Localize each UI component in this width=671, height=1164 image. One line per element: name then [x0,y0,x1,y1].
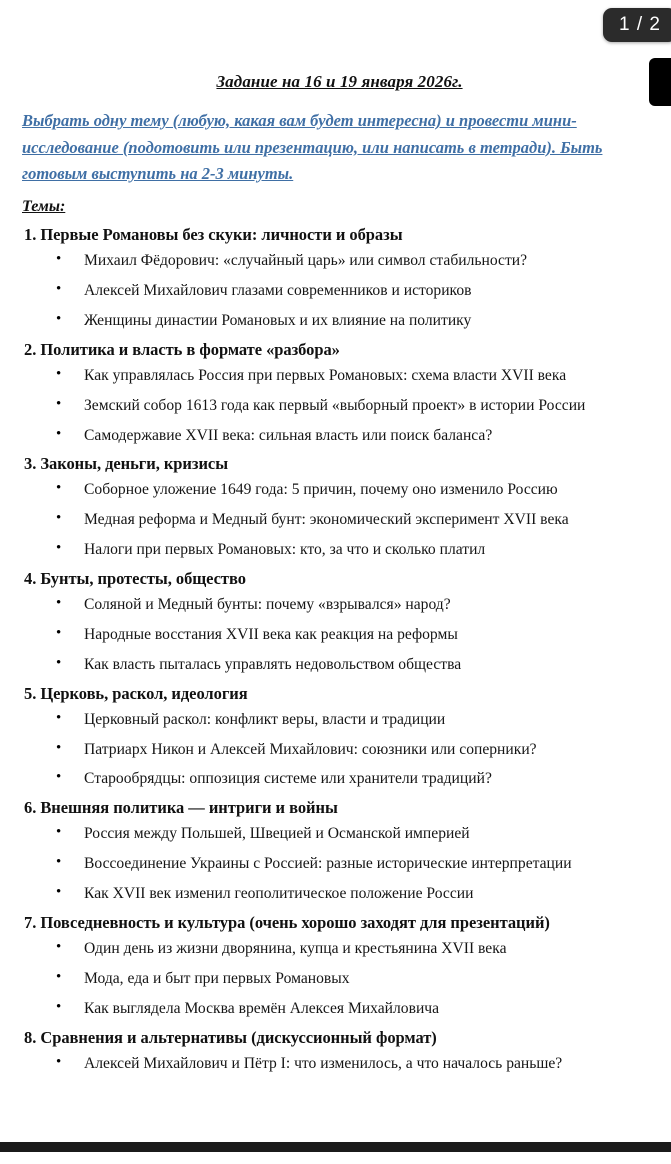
theme-section [22,684,657,790]
themes-sections [22,225,657,1073]
theme-bullet-item: • Церковный раскол: конфликт веры, власти и традиции [22,710,657,730]
theme-bullet-item: • Как выглядела Москва времён Алексея Михайловича [22,999,657,1019]
theme-bullet-list [22,480,657,560]
theme-bullet-item: • Михаил Фёдорович: «случайный царь» или символ стабильности? [22,251,657,271]
theme-bullet-item: • Алексей Михайлович глазами современников и историков [22,281,657,301]
theme-bullet-item: • Мода, еда и быт при первых Романовых [22,969,657,989]
theme-bullet-item: • Алексей Михайлович и Пётр I: что изменилось, а что началось раньше? [22,1054,657,1074]
theme-bullet-item: • Соборное уложение 1649 года: 5 причин, почему оно изменило Россию [22,480,657,500]
theme-bullet-list [22,251,657,331]
theme-bullet-item: • Налоги при первых Романовых: кто, за что и сколько платил [22,540,657,560]
theme-bullet-item: • Россия между Польшей, Швецией и Османской империей [22,824,657,844]
theme-bullet-list [22,824,657,904]
theme-bullet-item: • Один день из жизни дворянина, купца и крестьянина XVII века [22,939,657,959]
theme-bullet-list [22,939,657,1019]
theme-section [22,569,657,675]
theme-bullet-item: • Земский собор 1613 года как первый «выборный проект» в истории России [22,396,657,416]
theme-section-heading: 1. Первые Романовы без скуки: личности и образы [24,225,403,245]
theme-section [22,225,657,331]
theme-section [22,454,657,560]
theme-section-heading: 7. Повседневность и культура (очень хорошо заходят для презентаций) [24,913,550,933]
theme-bullet-item: • Воссоединение Украины с Россией: разные исторические интерпретации [22,854,657,874]
theme-bullet-item: • Старообрядцы: оппозиция системе или хранители традиций? [22,769,657,789]
theme-bullet-item: • Патриарх Никон и Алексей Михайлович: союзники или соперники? [22,740,657,760]
theme-bullet-list [22,595,657,675]
theme-section-heading: 3. Законы, деньги, кризисы [24,454,229,474]
theme-bullet-item: • Медная реформа и Медный бунт: экономический эксперимент XVII века [22,510,657,530]
theme-bullet-list [22,1054,657,1074]
theme-bullet-item: • Соляной и Медный бунты: почему «взрывался» народ? [22,595,657,615]
viewer-bottom-bar [0,1142,671,1152]
assignment-intro-paragraph: Выбрать одну тему (любую, какая вам будет интересна) и провести мини-исследование (подотовить или презентацию, или написать в тетради). Быть готовым выступить на 2-3 минуты. [22,111,603,184]
theme-bullet-item: • Как XVII век изменил геополитическое положение России [22,884,657,904]
theme-section-heading: 2. Политика и власть в формате «разбора» [24,339,340,359]
theme-bullet-item: • Народные восстания XVII века как реакция на реформы [22,625,657,645]
theme-bullet-item: • Самодержавие XVII века: сильная власть или поиск баланса? [22,426,657,446]
page-indicator-badge: 1 / 2 [603,8,671,42]
theme-bullet-item: • Как власть пыталась управлять недовольством общества [22,655,657,675]
document-title: Задание на 16 и 19 января 2026г. [216,72,463,91]
theme-section [22,1028,657,1074]
theme-section-heading: 6. Внешняя политика — интриги и войны [24,798,338,818]
theme-bullet-item: • Как управлялась Россия при первых Романовых: схема власти XVII века [22,366,657,386]
theme-section [22,798,657,904]
theme-bullet-list [22,710,657,790]
theme-section [22,340,657,446]
theme-section-heading: 4. Бунты, протесты, общество [24,569,246,589]
theme-section [22,913,657,1019]
theme-bullet-list [22,366,657,446]
themes-label: Темы: [22,198,66,216]
theme-section-heading: 5. Церковь, раскол, идеология [24,683,248,703]
theme-section-heading: 8. Сравнения и альтернативы (дискуссионный формат) [24,1027,437,1047]
vertical-scrollbar-thumb[interactable] [649,58,671,106]
theme-bullet-item: • Женщины династии Романовых и их влияние на политику [22,311,657,331]
